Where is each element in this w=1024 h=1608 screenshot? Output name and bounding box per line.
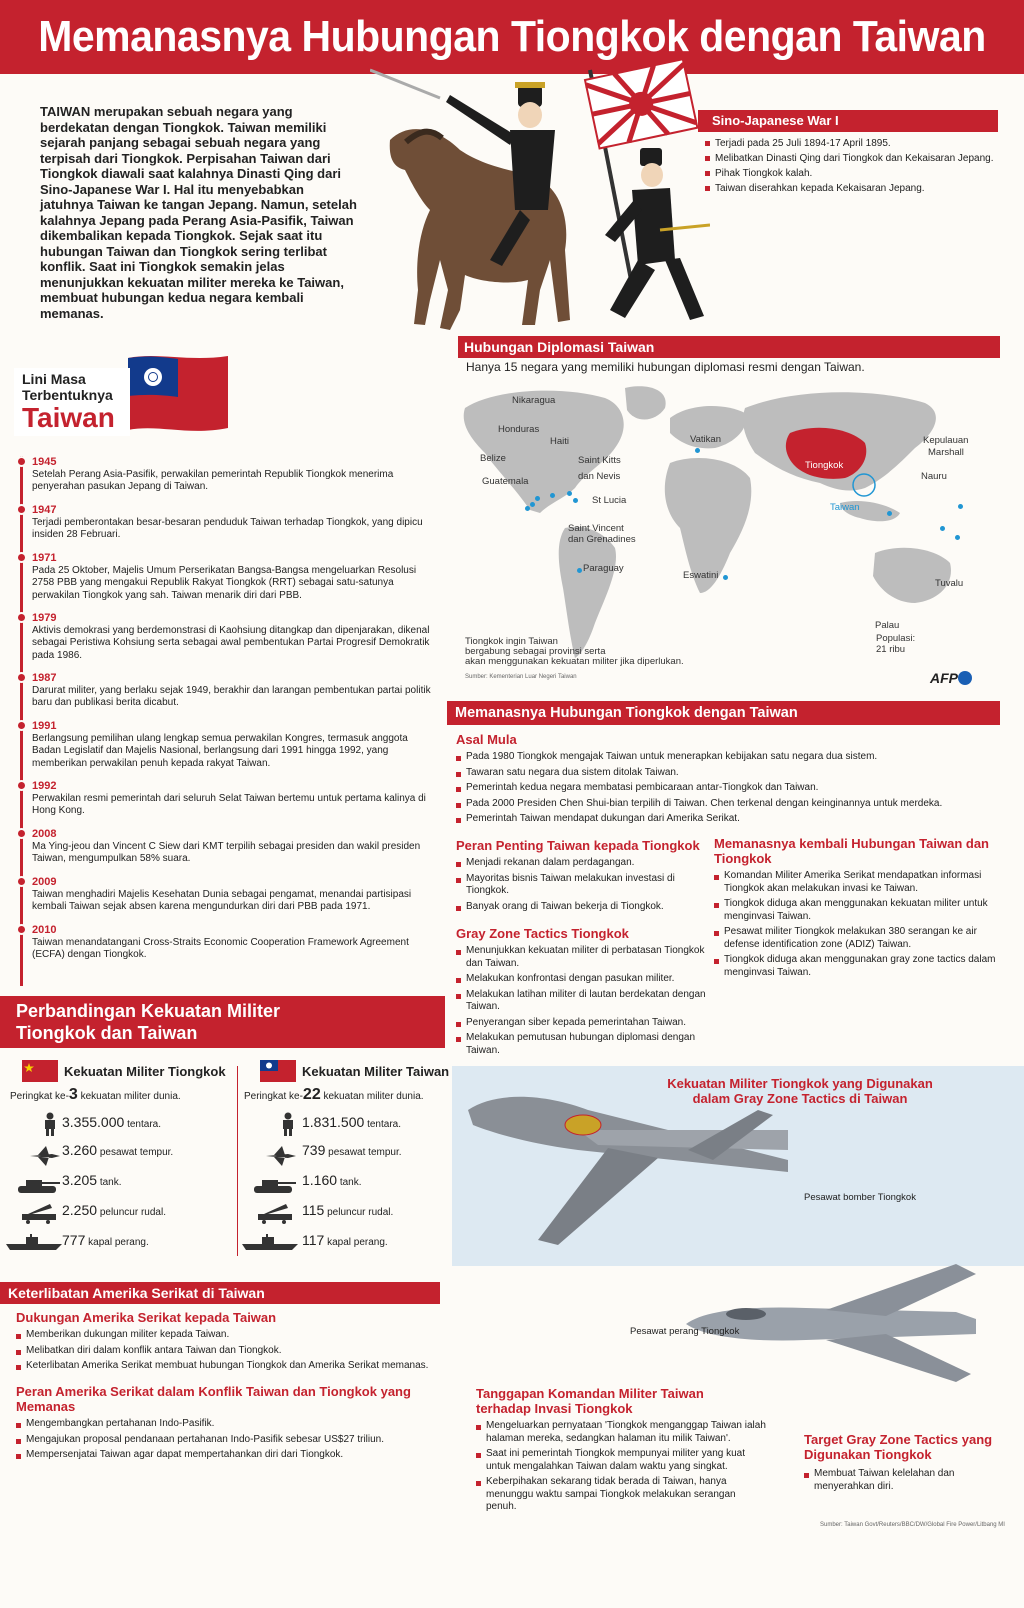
taiwan-military-title: Kekuatan Militer Taiwan xyxy=(302,1064,450,1079)
china-stat xyxy=(62,1172,122,1188)
rank-prefix: Peringkat ke- xyxy=(10,1091,69,1102)
timeline-item xyxy=(32,876,432,914)
timeline-item xyxy=(32,720,432,770)
afp-logo xyxy=(930,670,972,686)
map-dot xyxy=(573,498,578,503)
timeline-dot xyxy=(16,876,27,887)
tank-icon xyxy=(250,1176,296,1194)
us-dukungan-list xyxy=(16,1329,446,1373)
target-title: Target Gray Zone Tactics yang Digunakan Tiongkok xyxy=(804,1432,993,1462)
sino-japanese-war-illustration xyxy=(370,60,710,340)
china-stat xyxy=(62,1232,149,1248)
timeline-label-c: Taiwan xyxy=(22,402,115,433)
list-item: Melakukan konfrontasi dengan pasukan militer. xyxy=(456,973,706,986)
list-item: Melibatkan diri dalam konflik antara Taiwan dan Tiongkok. xyxy=(16,1345,446,1358)
warship-icon xyxy=(242,1234,298,1250)
timeline-label-a: Lini Masa xyxy=(22,371,86,387)
fighter-label: Pesawat perang Tiongkok xyxy=(630,1326,740,1337)
china-stat-value: 2.250 xyxy=(62,1202,98,1218)
list-item: Mempersenjatai Taiwan agar dapat mempertahankan diri dari Tiongkok. xyxy=(16,1449,436,1462)
peran-penting-title: Peran Penting Taiwan kepada Tiongkok xyxy=(456,838,700,853)
map-dot xyxy=(695,448,700,453)
memanas-kembali-section xyxy=(714,836,996,982)
militer-divider xyxy=(237,1066,238,1256)
militer-heading-line2: Tiongkok dan Taiwan xyxy=(16,1023,198,1043)
timeline-dot xyxy=(16,780,27,791)
taiwan-stat xyxy=(302,1202,393,1218)
list-item: Mayoritas bisnis Taiwan melakukan investasi di Tiongkok. xyxy=(456,873,706,898)
map-label-stvincent2: dan Grenadines xyxy=(568,534,636,545)
timeline-text: Ma Ying-jeou dan Vincent C Siew dari KMT terpilih sebagai presiden dan wakil presiden Taiwan, mengumpulkan 58% suara. xyxy=(32,840,421,864)
peran-penting-section xyxy=(456,838,706,916)
stat-unit: tank. xyxy=(339,1177,362,1188)
list-item: Komandan Militer Amerika Serikat mendapatkan informasi Tiongkok akan melakukan invasi ke Taiwan. xyxy=(714,870,996,895)
intro-text xyxy=(40,104,360,321)
us-peran-title: Peran Amerika Serikat dalam Konflik Taiwan dan Tiongkok yang Memanas xyxy=(16,1384,411,1414)
china-stat-value: 3.355.000 xyxy=(62,1114,125,1130)
stat-unit: pesawat tempur. xyxy=(99,1147,174,1158)
list-item: Keterlibatan Amerika Serikat membuat hubungan Tiongkok dan Amerika Serikat memanas. xyxy=(16,1360,446,1373)
map-label-tuvalu: Tuvalu xyxy=(935,578,964,589)
timeline-dot xyxy=(16,552,27,563)
map-label-taiwan: Taiwan xyxy=(830,502,860,513)
timeline-text: Perwakilan resmi pemerintah dari seluruh Selat Taiwan bertemu untuk pertama kalinya di Hong Kong. xyxy=(32,792,426,816)
timeline-item xyxy=(32,456,432,494)
list-item: Penyerangan siber kepada pemerintahan Taiwan. xyxy=(456,1017,706,1030)
list-item: Melibatkan Dinasti Qing dari Tiongkok dan Kekaisaran Jepang. xyxy=(705,151,1005,166)
map-source: Sumber: Kementerian Luar Negeri Taiwan xyxy=(465,674,577,680)
taiwan-stat-value: 115 xyxy=(302,1202,325,1218)
militer-heading xyxy=(0,996,445,1048)
list-item: Melakukan latihan militer di lautan berdekatan dengan Taiwan. xyxy=(456,989,706,1014)
list-item: Tiongkok diduga akan menggunakan gray zone tactics dalam menginvasi Taiwan. xyxy=(714,954,996,979)
stat-unit: tentara. xyxy=(127,1119,161,1130)
map-dot xyxy=(958,504,963,509)
timeline-dot xyxy=(16,828,27,839)
asal-mula-title: Asal Mula xyxy=(456,732,517,747)
gray-zone-aircraft-title-2: dalam Gray Zone Tactics di Taiwan xyxy=(692,1091,908,1106)
us-dukungan-section xyxy=(16,1310,446,1376)
china-stat-value: 3.260 xyxy=(62,1142,98,1158)
map-dot xyxy=(525,506,530,511)
list-item: Pihak Tiongkok kalah. xyxy=(705,166,1005,181)
timeline-dot xyxy=(16,720,27,731)
timeline-dot xyxy=(16,456,27,467)
map-dot xyxy=(567,491,572,496)
china-stat-value: 777 xyxy=(62,1232,86,1248)
list-item: Tiongkok diduga akan menggunakan kekuatan militer untuk menginvasi Taiwan. xyxy=(714,898,996,923)
asal-mula-section xyxy=(456,732,996,829)
map-note: bergabung sebagai provinsi serta xyxy=(465,646,606,657)
list-item: Banyak orang di Taiwan bekerja di Tiongkok. xyxy=(456,901,706,914)
timeline-dot xyxy=(16,672,27,683)
china-stat xyxy=(62,1202,166,1218)
china-flag-icon xyxy=(22,1060,58,1082)
china-military-title: Kekuatan Militer Tiongkok xyxy=(64,1064,226,1079)
timeline-text: Aktivis demokrasi yang berdemonstrasi di Kaohsiung ditangkap dan dipenjarakan, dikenal sebagai Peristiwa Kohsiung serta sebagai awal pembentukan Partai Progresif Demokratik pada 1986. xyxy=(32,624,430,661)
map-dot xyxy=(955,535,960,540)
map-label-haiti: Haiti xyxy=(550,436,570,447)
taiwan-flag-icon xyxy=(128,352,228,436)
stat-unit: tentara. xyxy=(367,1119,401,1130)
china-rank xyxy=(10,1086,181,1104)
timeline-year: 1945 xyxy=(32,456,57,468)
map-label-palau: Palau xyxy=(875,620,900,631)
gray-zone-aircraft-title-1: Kekuatan Militer Tiongkok yang Digunakan xyxy=(667,1076,933,1091)
list-item: Pemerintah Taiwan mendapat dukungan dari Amerika Serikat. xyxy=(456,813,996,826)
stat-unit: peluncur rudal. xyxy=(327,1207,394,1218)
map-label-nikaragua: Nikaragua xyxy=(512,395,556,406)
timeline-dot xyxy=(16,612,27,623)
map-label-stvincent: Saint Vincent xyxy=(568,523,624,534)
map-label-stlucia: St Lucia xyxy=(592,495,627,506)
list-item: Membuat Taiwan kelelahan dan menyerahkan diri. xyxy=(804,1468,994,1493)
timeline-item xyxy=(32,924,432,962)
map-dot xyxy=(940,526,945,531)
timeline-text: Terjadi pemberontakan besar-besaran penduduk Taiwan terhadap Tiongkok, yang dipicu insiden 28 Februari. xyxy=(32,516,423,540)
map-note: Tiongkok ingin Taiwan xyxy=(465,636,558,647)
fighter-jet-icon xyxy=(266,1146,296,1166)
us-peran-list xyxy=(16,1418,436,1462)
timeline-text: Pada 25 Oktober, Majelis Umum Perserikatan Bangsa-Bangsa mengeluarkan Resolusi 2758 PBB yang mengakui Republik Rakyat Tiongkok (RRT) sebagai satu-satunya perwakilan Tiongkok yang sah. Taiwan menarik diri dari PBB. xyxy=(32,564,417,601)
china-stat xyxy=(62,1142,173,1158)
afp-logo-text: AFP xyxy=(930,670,958,686)
list-item: Terjadi pada 25 Juli 1894-17 April 1895. xyxy=(705,136,1005,151)
diplomasi-heading: Hubungan Diplomasi Taiwan xyxy=(458,336,1000,358)
list-item: Pada 2000 Presiden Chen Shui-bian terpilih di Taiwan. Chen terkenal dengan keinginannya untuk merdeka. xyxy=(456,798,996,811)
rank-suffix: kekuatan militer dunia. xyxy=(77,1091,181,1102)
map-label-tiongkok: Tiongkok xyxy=(805,460,844,471)
target-section xyxy=(804,1432,994,1496)
rank-suffix: kekuatan militer dunia. xyxy=(320,1091,424,1102)
list-item: Mengembangkan pertahanan Indo-Pasifik. xyxy=(16,1418,436,1431)
sino-japanese-list xyxy=(705,136,1005,196)
map-label-ribu: 21 ribu xyxy=(876,644,906,655)
timeline-year: 2009 xyxy=(32,876,57,888)
china-rank-value: 3 xyxy=(68,1086,78,1103)
map-label-nauru: Nauru xyxy=(921,471,947,482)
taiwan-rank xyxy=(244,1086,424,1104)
list-item: Menunjukkan kekuatan militer di perbatasan Tiongkok dan Taiwan. xyxy=(456,945,706,970)
list-item: Pemerintah kedua negara membatasi pembicaraan antar-Tiongkok dan Taiwan. xyxy=(456,782,996,795)
timeline-label xyxy=(14,368,130,436)
us-heading: Keterlibatan Amerika Serikat di Taiwan xyxy=(0,1282,440,1304)
list-item: Mengajukan proposal pendanaan pertahanan Indo-Pasifik sebesar US$27 triliun. xyxy=(16,1434,436,1447)
map-label-eswatini: Eswatini xyxy=(683,570,719,581)
tank-icon xyxy=(14,1176,60,1194)
map-note: akan menggunakan kekuatan militer jika diperlukan. xyxy=(465,656,684,667)
target-list xyxy=(804,1468,994,1493)
map-label-marshall: Marshall xyxy=(928,447,964,458)
missile-launcher-icon xyxy=(256,1202,296,1224)
diplomasi-subtitle: Hanya 15 negara yang memiliki hubungan diplomasi resmi dengan Taiwan. xyxy=(466,360,865,374)
timeline-item xyxy=(32,672,432,710)
timeline-year: 2010 xyxy=(32,924,57,936)
militer-heading-line1: Perbandingan Kekuatan Militer xyxy=(16,1001,281,1021)
bomber-plane-illustration xyxy=(458,1080,798,1250)
timeline-text: Darurat militer, yang berlaku sejak 1949, berakhir dan larangan pembentukan partai politik baru dan publikasi berita dicabut. xyxy=(32,684,431,708)
stat-unit: pesawat tempur. xyxy=(328,1147,402,1158)
taiwan-stat xyxy=(302,1172,362,1188)
sino-japanese-heading: Sino-Japanese War I xyxy=(698,110,998,132)
timeline-year: 1971 xyxy=(32,552,57,564)
list-item: Memberikan dukungan militer kepada Taiwan. xyxy=(16,1329,446,1342)
memanas-kembali-list xyxy=(714,870,996,979)
memanas-heading: Memanasnya Hubungan Tiongkok dengan Taiwan xyxy=(447,701,1000,725)
list-item: Mengeluarkan pernyataan 'Tiongkok menganggap Taiwan ialah halaman mereka, sedangkan halaman itu milik Taiwan'. xyxy=(476,1420,766,1445)
list-item: Menjadi rekanan dalam perdagangan. xyxy=(456,857,706,870)
list-item: Tawaran satu negara dua sistem ditolak Taiwan. xyxy=(456,767,996,780)
timeline-year: 1979 xyxy=(32,612,57,624)
list-item: Melakukan pemutusan hubungan diplomasi dengan Taiwan. xyxy=(456,1032,706,1057)
timeline-year: 1992 xyxy=(32,780,57,792)
timeline-item xyxy=(32,552,432,602)
taiwan-small-flag-icon xyxy=(260,1060,296,1082)
taiwan-stat xyxy=(302,1142,402,1158)
list-item: Taiwan diserahkan kepada Kekaisaran Jepang. xyxy=(705,181,1005,196)
map-label-kepulauan: Kepulauan xyxy=(923,435,969,446)
bomber-label: Pesawat bomber Tiongkok xyxy=(804,1192,916,1203)
taiwan-stat-value: 117 xyxy=(302,1232,325,1248)
map-label-belize: Belize xyxy=(480,453,506,464)
timeline-dot xyxy=(16,504,27,515)
memanas-kembali-title: Memanasnya kembali Hubungan Taiwan dan Tiongkok xyxy=(714,836,989,866)
map-dot xyxy=(723,575,728,580)
timeline-text: Taiwan menandatangani Cross-Straits Economic Cooperation Framework Agreement (ECFA) dengan Tiongkok. xyxy=(32,936,409,960)
fighter-jet-icon xyxy=(30,1146,60,1166)
list-item: Keberpihakan sekarang tidak berada di Taiwan, hanya menunggu waktu sampai Tiongkok melakukan serangan penuh. xyxy=(476,1476,766,1514)
map-label-stkitts2: dan Nevis xyxy=(578,471,621,482)
asal-mula-list xyxy=(456,751,996,826)
map-label-honduras: Honduras xyxy=(498,424,540,435)
stat-unit: kapal perang. xyxy=(88,1237,149,1248)
china-stat xyxy=(62,1114,161,1130)
timeline-item xyxy=(32,780,432,818)
map-dot xyxy=(535,496,540,501)
timeline-label-b: Terbentuknya xyxy=(22,387,113,403)
map-dot xyxy=(530,502,535,507)
china-stat-value: 3.205 xyxy=(62,1172,98,1188)
peran-penting-list xyxy=(456,857,706,913)
taiwan-stat xyxy=(302,1232,388,1248)
intro-paragraph: TAIWAN merupakan sebuah negara yang berdekatan dengan Tiongkok. Taiwan memiliki sejarah panjang sebagai sebuah negara yang terpisah dari Tiongkok. Perpisahan Taiwan dari Tiongkok diawali saat kalahnya Dinasti Qing dari Sino-Japanese War I. Hal itu menyebabkan jatuhnya Taiwan ke tangan Jepang. Namun, setelah kalahnya Jepang pada Perang Asia-Pasifik, Taiwan dikembalikan kepada Tiongkok. Sejak saat itu hubungan Taiwan dan Tiongkok sering terlibat konflik. Saat ini Tiongkok semakin jelas menunjukkan kekuatan militer mereka ke Taiwan, membuat hubungan kedua negara kembali memanas. xyxy=(40,104,357,321)
map-dot xyxy=(887,511,892,516)
timeline-year: 2008 xyxy=(32,828,57,840)
timeline-text: Setelah Perang Asia-Pasifik, perwakilan pemerintah Republik Tiongkok menerima penyerahan pasukan Jepang di Taiwan. xyxy=(32,468,394,492)
list-item: Saat ini pemerintah Tiongkok mempunyai militer yang kuat untuk mengalahkan Taiwan dalam waktu yang singkat. xyxy=(476,1448,766,1473)
timeline-text: Taiwan menghadiri Majelis Kesehatan Dunia sebagai pengamat, menandai partisipasi kembali Taiwan sejak absen karena mengundurkan diri dari PBB pada 1971. xyxy=(32,888,412,912)
taiwan-stat-value: 739 xyxy=(302,1142,326,1158)
timeline-item xyxy=(32,504,432,542)
taiwan-rank-value: 22 xyxy=(302,1086,321,1103)
timeline-year: 1991 xyxy=(32,720,57,732)
map-label-stkitts: Saint Kitts xyxy=(578,455,621,466)
tanggapan-list xyxy=(476,1420,766,1514)
map-label-vatikan: Vatikan xyxy=(690,434,721,445)
missile-launcher-icon xyxy=(20,1202,60,1224)
map-label-guatemala: Guatemala xyxy=(482,476,529,487)
afp-dot-icon xyxy=(958,671,972,685)
map-label-populasi: Populasi: xyxy=(876,633,916,644)
taiwan-stat xyxy=(302,1114,401,1130)
map-dot xyxy=(577,568,582,573)
list-item: Pada 1980 Tiongkok mengajak Taiwan untuk menerapkan kebijakan satu negara dua sistem. xyxy=(456,751,996,764)
stat-unit: tank. xyxy=(99,1177,122,1188)
timeline-year: 1987 xyxy=(32,672,57,684)
page-title: Memanasnya Hubungan Tiongkok dengan Taiwan xyxy=(38,12,986,61)
source-footer: Sumber: Taiwan Govt/Reuters/BBC/DW/Global Fire Power/Litbang MI xyxy=(820,1522,1005,1528)
gray-zone-section xyxy=(456,926,706,1060)
timeline-item xyxy=(32,612,432,662)
taiwan-stat-value: 1.160 xyxy=(302,1172,338,1188)
fighter-plane-illustration xyxy=(686,1264,986,1384)
gray-zone-list xyxy=(456,945,706,1057)
stat-unit: peluncur rudal. xyxy=(99,1207,166,1218)
us-dukungan-title: Dukungan Amerika Serikat kepada Taiwan xyxy=(16,1310,277,1325)
soldier-icon xyxy=(280,1112,296,1136)
rank-prefix: Peringkat ke- xyxy=(244,1091,303,1102)
taiwan-stat-value: 1.831.500 xyxy=(302,1114,365,1130)
tanggapan-section xyxy=(476,1386,766,1517)
soldier-icon xyxy=(42,1112,58,1136)
warship-icon xyxy=(6,1234,62,1250)
timeline-year: 1947 xyxy=(32,504,57,516)
map-label-paraguay: Paraguay xyxy=(583,563,624,574)
timeline-item xyxy=(32,828,432,866)
tanggapan-title: Tanggapan Komandan Militer Taiwan terhadap Invasi Tiongkok xyxy=(476,1386,704,1416)
list-item: Pesawat militer Tiongkok melakukan 380 serangan ke air defense identification zone (ADIZ) Taiwan. xyxy=(714,926,996,951)
gray-zone-title: Gray Zone Tactics Tiongkok xyxy=(456,926,629,941)
stat-unit: kapal perang. xyxy=(327,1237,388,1248)
map-dot xyxy=(550,493,555,498)
timeline-text: Berlangsung pemilihan ulang lengkap semua perwakilan Kongres, termasuk anggota Badan Legislatif dan Majelis Nasional, berlangsung dari 1991 hingga 1992, yang memberikan perwakilan penuh kepada rakyat Taiwan. xyxy=(32,732,408,769)
timeline-dot xyxy=(16,924,27,935)
world-map xyxy=(455,378,1000,688)
us-peran-section xyxy=(16,1384,436,1465)
